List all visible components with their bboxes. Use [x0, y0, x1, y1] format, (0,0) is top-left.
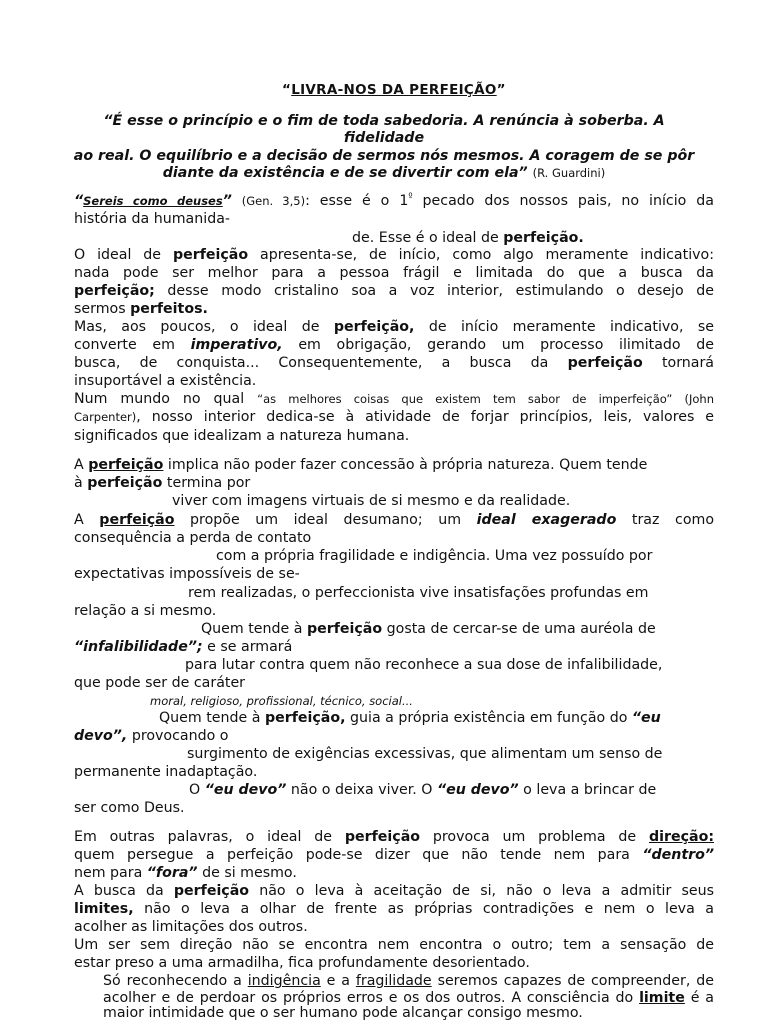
paragraph-line: “infalibilidade”; e se armará	[74, 639, 293, 655]
paragraph-line: A busca da perfeição não o leva à aceitação de si, não o leva a admitir seus	[74, 883, 715, 899]
paragraph-line: Quem tende à perfeição, guia a própria existência em função do “eu	[159, 710, 661, 726]
paragraph-line: nada pode ser melhor para a pessoa frágil e limitada do que a busca da	[74, 265, 714, 281]
paragraph-line: com a própria fragilidade e indigência. Uma vez possuído por	[216, 548, 653, 564]
paragraph-line: Num mundo no qual “as melhores coisas que existem tem sabor de imperfeição” (John	[74, 391, 715, 407]
document-title: “LIVRA-NOS DA PERFEIÇÃO”	[282, 82, 506, 98]
paragraph-line: significados que idealizam a natureza humana.	[74, 428, 410, 444]
title-text: LIVRA-NOS DA PERFEIÇÃO	[291, 82, 497, 98]
paragraph-line: expectativas impossíveis de se-	[74, 566, 300, 582]
paragraph-line: Quem tende à perfeição gosta de cercar-se de uma auréola de	[201, 621, 656, 637]
paragraph-line: que pode ser de caráter	[74, 675, 246, 691]
paragraph-line: relação a si mesmo.	[74, 603, 217, 619]
paragraph-line: permanente inadaptação.	[74, 764, 258, 780]
paragraph-line: A perfeição implica não poder fazer concessão à própria natureza. Quem tende	[74, 457, 648, 473]
paragraph-line: viver com imagens virtuais de si mesmo e da realidade.	[172, 493, 571, 509]
paragraph-line: sermos perfeitos.	[74, 301, 208, 317]
paragraph-line: maior intimidade que o ser humano pode alcançar consigo mesmo.	[103, 1005, 583, 1021]
paragraph-line: à perfeição termina por	[74, 475, 251, 491]
paragraph-line: rem realizadas, o perfeccionista vive insatisfações profundas em	[188, 585, 649, 601]
paragraph-line: nem para “fora” de si mesmo.	[74, 865, 297, 881]
paragraph-line: O “eu devo” não o deixa viver. O “eu devo” o leva a brincar de	[189, 782, 657, 798]
epigraph-line: “É esse o princípio e o fim de toda sabedoria. A renúncia à soberba. A	[103, 113, 665, 129]
paragraph-line: “Sereis como deuses” (Gen. 3,5): esse é o $1^º$ pecado dos nossos pais, no início da	[74, 192, 714, 209]
paragraph-line: perfeição; desse modo cristalino soa a voz interior, estimulando o desejo de	[74, 283, 714, 299]
paragraph-line: Um ser sem direção não se encontra nem encontra o outro; tem a sensação de	[74, 937, 714, 953]
paragraph-line: Carpenter), nosso interior dedica-se à atividade de forjar princípios, leis, valores e	[74, 409, 714, 425]
sereis-quote: Sereis como deuses	[83, 194, 223, 208]
paragraph-line: busca, de conquista... Consequentemente, a busca da perfeição tornará	[74, 355, 714, 371]
paragraph-line: Mas, aos poucos, o ideal de perfeição, de início meramente indicativo, se	[74, 319, 715, 335]
paragraph-line: limites, não o leva a olhar de frente as próprias contradições e nem o leva a	[74, 901, 714, 917]
paragraph-line: Em outras palavras, o ideal de perfeição provoca um problema de direção:	[74, 829, 714, 845]
epigraph-author: (R. Guardini)	[532, 166, 606, 180]
paragraph-line: converte em imperativo, em obrigação, gerando um processo ilimitado de	[74, 337, 714, 353]
paragraph-line: surgimento de exigências excessivas, que alimentam um senso de	[187, 746, 663, 762]
paragraph-line: moral, religioso, profissional, técnico, social...	[150, 694, 413, 708]
paragraph-line: Só reconhecendo a indigência e a fragilidade seremos capazes de compreender, de	[103, 973, 714, 989]
paragraph-line: para lutar contra quem não reconhece a sua dose de infalibilidade,	[185, 657, 663, 673]
paragraph-line: insuportável a existência.	[74, 373, 257, 389]
epigraph-line: fidelidade	[343, 130, 425, 146]
paragraph-line: devo”, provocando o	[74, 728, 229, 744]
paragraph-line: de. Esse é o ideal de perfeição.	[352, 230, 584, 246]
paragraph-line: ser como Deus.	[74, 800, 185, 816]
paragraph-line: estar preso a uma armadilha, fica profundamente desorientado.	[74, 955, 530, 971]
paragraph-line: O ideal de perfeição apresenta-se, de início, como algo meramente indicativo:	[74, 247, 714, 263]
paragraph-line: acolher e de perdoar os próprios erros e os dos outros. A consciência do limite é a	[103, 990, 714, 1006]
paragraph-line: história da humanida-	[74, 211, 231, 227]
paragraph-line: quem persegue a perfeição pode-se dizer que não tende nem para “dentro”	[74, 847, 714, 863]
epigraph-line: ao real. O equilíbrio e a decisão de sermos nós mesmos. A coragem de se pôr	[73, 148, 695, 164]
epigraph-line: diante da existência e de se divertir com ela” (R. Guardini)	[162, 165, 606, 181]
paragraph-line: consequência a perda de contato	[74, 530, 312, 546]
paragraph-line: acolher as limitações dos outros.	[74, 919, 308, 935]
paragraph-line: A perfeição propõe um ideal desumano; um ideal exagerado traz como	[74, 512, 715, 528]
